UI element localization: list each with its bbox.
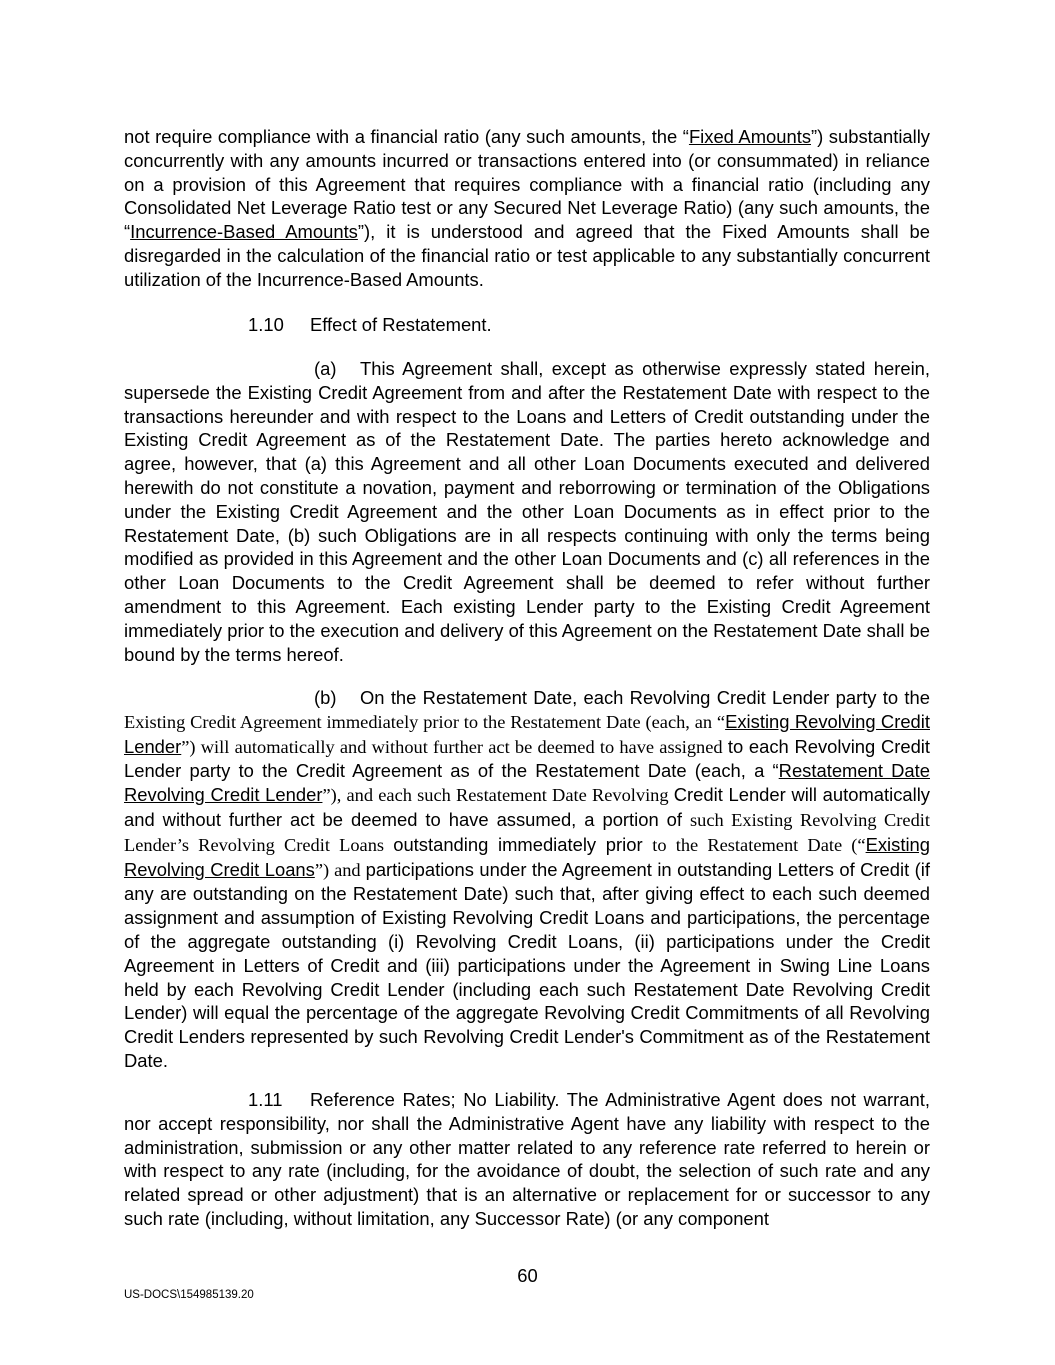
paragraph-b-text-10: ”) and (314, 859, 366, 880)
section-title: Effect of Restatement. (310, 314, 492, 335)
page-number: 60 (517, 1265, 538, 1286)
section-1-11-number: 1.11 (248, 1089, 283, 1110)
paragraph-a (124, 357, 930, 666)
paragraph-b-label: (b) (314, 687, 337, 708)
defined-term-restatement-date-revolving-credit-lender: Restatement Date Revolving Credit Lender (124, 760, 930, 806)
document-id: US-DOCS\154985139.20 (124, 1289, 254, 1301)
paragraph-b-text-4: to each Revolving Credit Lender party to the Credit Agreement as of the Restatement Date (each, a “ (124, 735, 931, 782)
defined-term-incurrence-based-amounts: Incurrence-Based Amounts (130, 221, 358, 243)
paragraph-b-text-6: Credit Lender will automatically and without further act be deemed to have assumed, a portion of (124, 784, 930, 830)
intro-paragraph (124, 125, 930, 292)
paragraph-b-text-1: On the Restatement Date, each Revolving Credit Lender party to the (360, 687, 930, 708)
paragraph-b-text-7: such Existing Revolving Credit Lender’s Revolving Credit Loans (124, 809, 930, 855)
intro-text-2: ”) substantially concurrently with any amounts incurred or transactions entered into (or consummated) in reliance on a provision of this Agreement that requires compliance with a financial ratio (including any Consolidated Net Leverage Ratio test or any Secured Net Leverage Ratio) (any such amounts, the “ (124, 126, 931, 243)
section-1-11-text: The Administrative Agent does not warrant, nor accept responsibility, nor shall the Administrative Agent have any liability with respect to the administration, submission or any other matter related to any reference rate referred to herein or with respect to any rate (including, for the avoidance of doubt, the selection of such rate and any related spread or other adjustment) that is an alternative or replacement for or successor to any such rate (including, without limitation, any Successor Rate) (or any component (124, 1089, 930, 1229)
paragraph-a-text: This Agreement shall, except as otherwise expressly stated herein, supersede the Existing Credit Agreement from and after the Restatement Date with respect to the transactions hereunder and with respect to the Loans and Letters of Credit outstanding under the Existing Credit Agreement as of the Restatement Date. The parties hereto acknowledge and agree, however, that (a) this Agreement and all other Loan Documents executed and delivered herewith do not constitute a novation, payment and reborrowing or termination of the Obligations under the Existing Credit Agreement and the other Loan Documents as in effect prior to the Restatement Date, (b) such Obligations are in all respects continuing with only the terms being modified as provided in this Agreement and the other Loan Documents and (c) all references in the other Loan Documents to the Credit Agreement shall be deemed to refer without further amendment to this Agreement. Each existing Lender party to the Existing Credit Agreement immediately prior to the execution and delivery of this Agreement on the Restatement Date shall be bound by the terms hereof. (124, 358, 930, 665)
paragraph-b-text-9: to the Restatement Date (“ (652, 834, 866, 855)
paragraph-b-text-11: participations under the Agreement in outstanding Letters of Credit (if any are outstanding on the Restatement Date) such that, after giving effect to each such deemed assignment and assumption of Existing Revolving Credit Loans and participations, the percentage of the aggregate outstanding (i) Revolving Credit Loans, (ii) participations under the Credit Agreement in Letters of Credit and (iii) participations under the Agreement in Swing Line Loans held by each Revolving Credit Lender (including each such Restatement Date Revolving Credit Lender) will equal the percentage of the aggregate Revolving Credit Commitments of all Revolving Credit Lenders represented by such Revolving Credit Lender's Commitment as of the Restatement Date. (124, 858, 930, 1071)
section-number: 1.10 (248, 314, 284, 335)
defined-term-existing-revolving-credit-lender: Existing Revolving Credit Lender (124, 710, 930, 757)
intro-text-1: not require compliance with a financial ratio (any such amounts, the “ (124, 126, 689, 147)
paragraph-b-text-5: ”), and each such Restatement Date Revolving (322, 785, 674, 806)
paragraph-b-text-3: ”) will automatically and without further act be deemed to have assigned (181, 736, 728, 757)
paragraph-b (124, 686, 930, 1073)
paragraph-b-text-2: Existing Credit Agreement immediately prior to the Restatement Date (each, an “ (124, 711, 726, 732)
defined-term-fixed-amounts: Fixed Amounts (688, 126, 812, 147)
intro-text-3: ”), it is understood and agreed that the Fixed Amounts shall be disregarded in the calculation of the financial ratio or test applicable to any substantially concurrent utilization of the Incurrence-Based Amounts. (124, 221, 931, 290)
paragraph-a-label: (a) (314, 358, 337, 379)
defined-term-existing-revolving-credit-loans: Existing Revolving Credit Loans (124, 833, 930, 880)
section-1-11-title: Reference Rates; No Liability. (310, 1089, 560, 1110)
section-1-10-heading (248, 313, 492, 337)
paragraph-b-text-8: outstanding immediately prior (393, 833, 653, 855)
section-1-11-paragraph (124, 1088, 930, 1231)
